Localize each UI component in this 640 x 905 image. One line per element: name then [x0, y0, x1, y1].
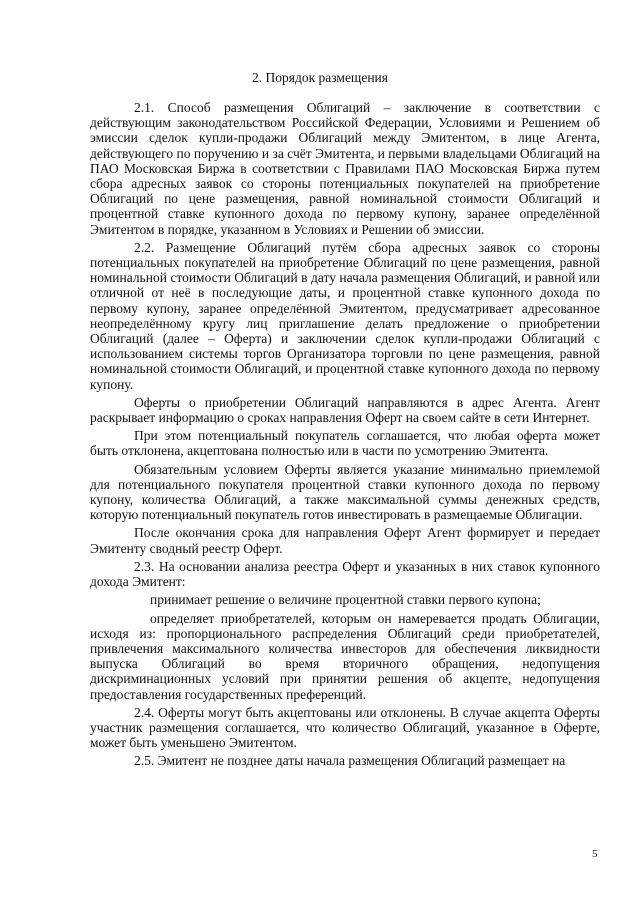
- paragraph-offer-condition: Обязательным условием Оферты является указание минимально приемлемой для потенциального покупателя процентной ставки купонного дохода по первому купону, количества Облигаций, а также максимальной суммы денежных средств, которую потенциальный покупатель готов инвестировать в размещаемые Облигации.: [90, 461, 600, 523]
- page-number: 5: [592, 848, 598, 860]
- paragraph-2-4: 2.4. Оферты могут быть акцептованы или отклонены. В случае акцепта Оферты участник размещения соглашается, что количество Облигаций, указанное в Оферте, может быть уменьшено Эмитентом.: [90, 704, 600, 751]
- paragraph-2-5: 2.5. Эмитент не позднее даты начала размещения Облигаций размещает на: [134, 753, 566, 769]
- list-item-rate-decision: принимает решение о величине процентной ставки первого купона;: [150, 592, 541, 608]
- paragraph-2-1: 2.1. Способ размещения Облигаций – заключение в соответствии с действующим законодательством Российской Федерации, Условиями и Решением об эмиссии сделок купли-продажи Облигаций между Эмитентом, в лице Агента, действующего по поручению и за счёт Эмитента, и первыми владельцами Облигаций на ПАО Московская Биржа в соответствии с Правилами ПАО Московская Биржа путем сбора адресных заявок со стороны потенциальных покупателей на приобретение Облигаций по цене размещения, равной номинальной стоимости Облигаций и процентной ставке купонного дохода по первому купону, заранее определённой Эмитентом в порядке, указанном в Условиях и Решении об эмиссии.: [90, 100, 600, 237]
- paragraph-offer-rejection: При этом потенциальный покупатель соглашается, что любая оферта может быть отклонена, акцептована полностью или в части по усмотрению Эмитента.: [90, 428, 600, 459]
- paragraph-2-2: 2.2. Размещение Облигаций путём сбора адресных заявок со стороны потенциальных покупателей на приобретение Облигаций по цене размещения, равной номинальной стоимости Облигаций в дату начала размещения Облигаций, и равной или отличной от неё в последующие даты, и процентной ставке купонного дохода по первому купону, заранее определённой Эмитентом, предусматривает адресованное неопределённому кругу лиц приглашение делать предложение о приобретении Облигаций (далее – Оферта) и заключении сделок купли-продажи Облигаций с использованием системы торгов Организатора торговли по цене размещения, равной номинальной стоимости Облигаций, и процентной ставке купонного дохода по первому купону.: [90, 239, 600, 392]
- section-heading: 2. Порядок размещения: [252, 70, 388, 85]
- paragraph-offers-address: Оферты о приобретении Облигаций направляются в адрес Агента. Агент раскрывает информацию о сроках направления Оферт на своем сайте в сети Интернет.: [90, 394, 600, 426]
- paragraph-offer-registry: После окончания срока для направления Оферт Агент формирует и передает Эмитенту сводный реестр Оферт.: [90, 525, 600, 556]
- document-body: [90, 100, 600, 772]
- list-item-buyers: определяет приобретателей, которым он намеревается продать Облигации, исходя из: пропорционального распределения Облигаций среди приобретателей, привлечения максимального количества инвесторов для обеспечения ликвидности выпуска Облигаций во время вторичного обращения, недопущения дискриминационных условий при принятии решения об акцепте, недопущения предоставления государственных преференций.: [90, 610, 600, 702]
- paragraph-2-3: 2.3. На основании анализа реестра Оферт и указанных в них ставок купонного дохода Эмитент:: [90, 558, 600, 590]
